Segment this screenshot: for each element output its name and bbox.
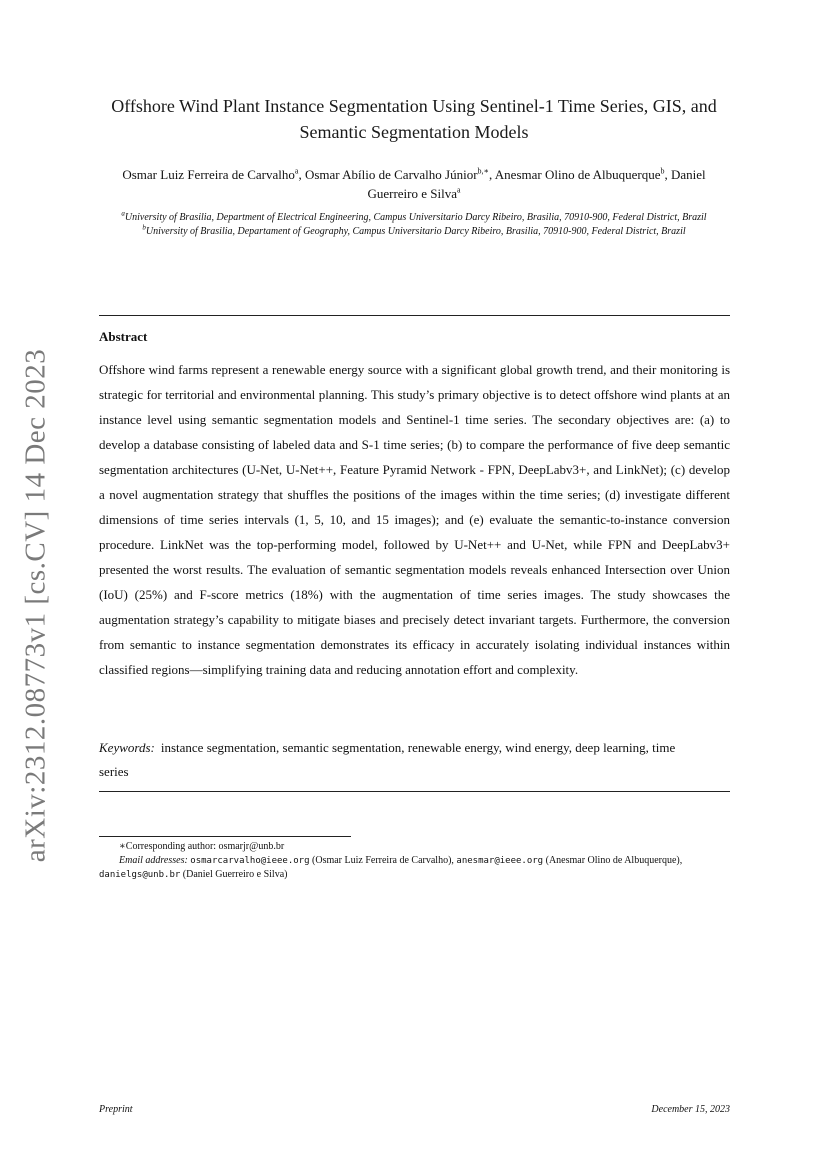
affiliation [100, 225, 728, 239]
author-separator: , [488, 167, 495, 182]
footer-date: December 15, 2023 [651, 1104, 730, 1115]
author-affiliation-marker: b,∗ [477, 166, 489, 176]
abstract-top-rule [99, 315, 730, 316]
affiliation-marker: a [121, 209, 125, 218]
email-owner: (Anesmar Olino de Albuquerque), [543, 855, 683, 866]
email-owner: (Daniel Guerreiro e Silva) [180, 869, 288, 880]
affiliation-list [100, 211, 728, 239]
abstract-heading: Abstract [99, 329, 148, 344]
keywords [99, 736, 699, 784]
email-owner: (Osmar Luiz Ferreira de Carvalho), [309, 855, 457, 866]
paper-title: Offshore Wind Plant Instance Segmentation Using Sentinel-1 Time Series, GIS, and Semantic Segmentation Models [111, 96, 717, 142]
author-name: Anesmar Olino de Albuquerque [494, 167, 661, 182]
arxiv-identifier-stamp [16, 348, 56, 862]
footnotes [99, 840, 730, 882]
author-list [120, 165, 708, 203]
footnote-rule [99, 836, 351, 837]
affiliation-marker: b [142, 223, 146, 232]
footer-preprint-label: Preprint [99, 1104, 133, 1115]
author-name: Osmar Abílio de Carvalho Júnior [304, 167, 478, 182]
keywords-text: instance segmentation, semantic segmentation, renewable energy, wind energy, deep learning, time series [99, 740, 676, 779]
affiliation [100, 211, 728, 225]
corresponding-author-note: ∗Corresponding author: osmarjr@unb.br [119, 841, 285, 852]
affiliation-text: University of Brasilia, Department of Electrical Engineering, Campus Universitario Darcy Ribeiro, Brasilia, 70910-900, Federal District, Brazil [124, 212, 707, 223]
keywords-label: Keywords: [99, 740, 155, 755]
author-affiliation-marker: a [294, 166, 299, 176]
abstract-body: Offshore wind farms represent a renewable energy source with a significant global growth trend, and their monitoring is strategic for territorial and environmental planning. This study’s primary objective is to detect offshore wind plants at an instance level using semantic segmentation models and Sentinel-1 time series. The secondary objectives are: (a) to develop a database consisting of labeled data and S-1 time series; (b) to compare the performance of five deep semantic segmentation architectures (U-Net, U-Net++, Feature Pyramid Network - FPN, DeepLabv3+, and LinkNet); (c) develop a novel augmentation strategy that shuffles the positions of the images within the time series; (d) investigate different dimensions of time series intervals (1, 5, 10, and 15 images); and (e) evaluate the semantic-to-instance conversion procedure. LinkNet was the top-performing model, followed by U-Net++ and U-Net, while FPN and DeepLabv3+ presented the worst results. The evaluation of semantic segmentation models reveals enhanced Intersection over Union (IoU) (25%) and F-score metrics (18%) with the augmentation of time series images. The study showcases the augmentation strategy’s capability to mitigate biases and precisely detect invariant targets. Furthermore, the conversion from semantic to instance segmentation demonstrates its efficacy in accurately isolating individual instances within classified regions—simplifying training data and reducing annotation effort and complexity. [99, 362, 730, 677]
affiliation-text: University of Brasilia, Departament of Geography, Campus Universitario Darcy Ribeiro, Brasilia, 70910-900, Federal District, Brazil [145, 226, 686, 237]
author [305, 167, 495, 182]
author [495, 167, 671, 182]
email-address[interactable]: danielgs@unb.br [99, 870, 181, 880]
abstract-bottom-rule [99, 791, 730, 792]
author-name: Daniel Guerreiro e Silva [367, 167, 706, 201]
email-addresses-note [99, 854, 730, 882]
email-address[interactable]: anesmar@ieee.org [456, 856, 544, 866]
arxiv-identifier-text: arXiv:2312.08773v1 [cs.CV] 14 Dec 2023 [19, 348, 52, 862]
email-address[interactable]: osmarcarvalho@ieee.org [190, 856, 310, 866]
email-label: Email addresses: [119, 855, 188, 866]
author [122, 167, 305, 182]
author-affiliation-marker: a [456, 185, 461, 195]
author-separator: , [664, 167, 671, 182]
author-separator: , [298, 167, 305, 182]
author-affiliation-marker: b [660, 166, 665, 176]
author-name: Osmar Luiz Ferreira de Carvalho [122, 167, 295, 182]
